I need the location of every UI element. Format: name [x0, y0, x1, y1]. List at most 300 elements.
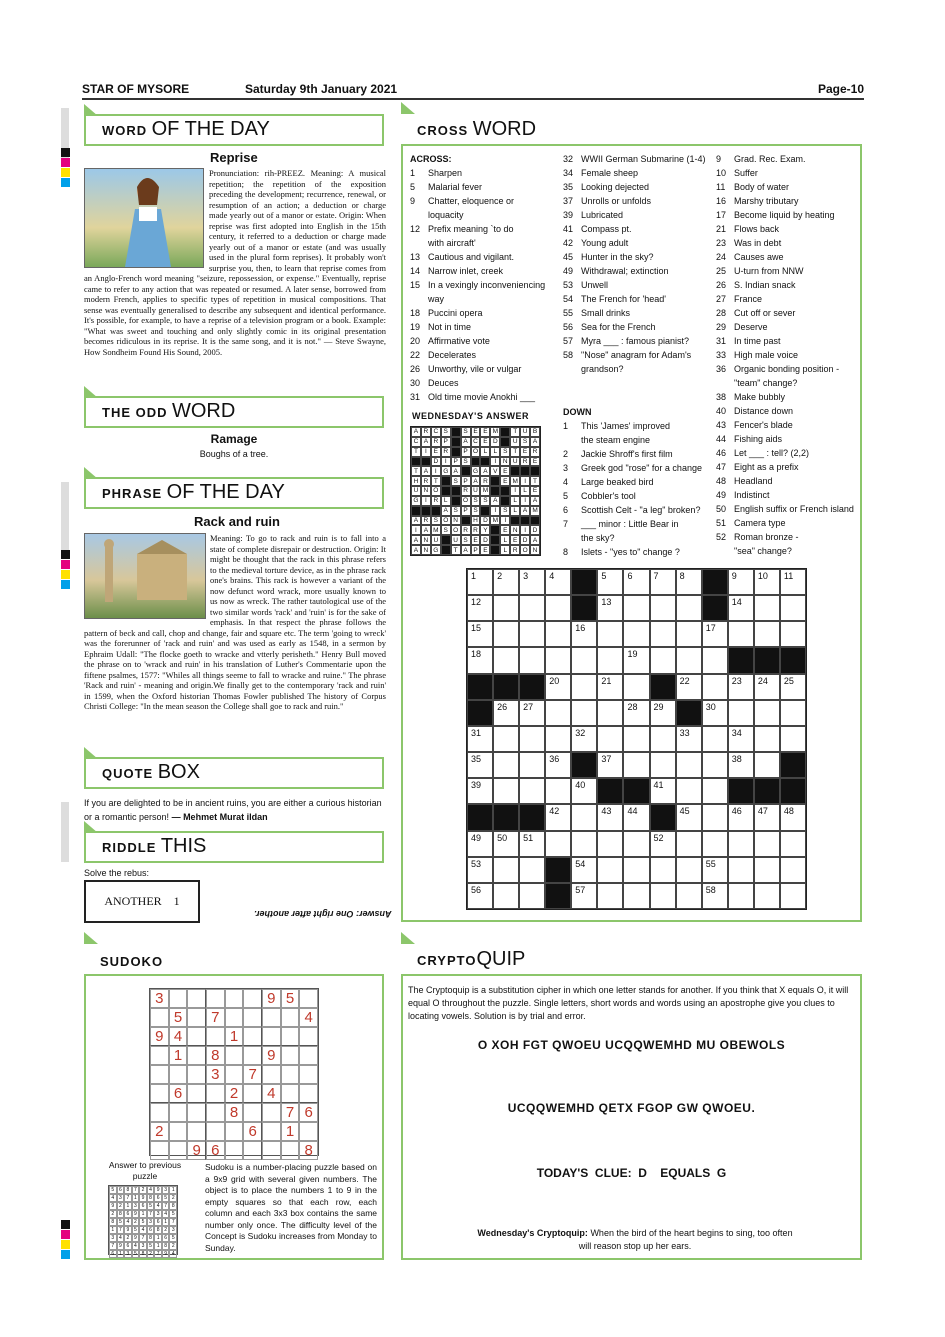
clue-number: 11: [716, 182, 726, 192]
sudoku-cell[interactable]: 6: [243, 1122, 262, 1141]
sudoku-cell[interactable]: [206, 1122, 225, 1141]
crossword-cell[interactable]: [780, 883, 806, 909]
sudoku-cell[interactable]: [262, 1141, 281, 1160]
sudoku-cell[interactable]: [150, 1046, 169, 1065]
cell-number: 37: [601, 754, 612, 765]
sudoku-cell[interactable]: [150, 1141, 169, 1160]
clue-number: 49: [716, 490, 727, 500]
clue-text: Roman bronze -: [734, 532, 799, 542]
clue-row: [716, 390, 861, 404]
clue-number: 45: [563, 252, 574, 262]
crossword-cell[interactable]: [467, 647, 493, 673]
crossword-cell[interactable]: [571, 883, 597, 909]
crossword-cell[interactable]: [676, 621, 702, 647]
crossword-cell[interactable]: [467, 595, 493, 621]
sudoku-cell[interactable]: [150, 1084, 169, 1103]
clue-text: Malarial fever: [428, 182, 483, 192]
crossword-cell[interactable]: [571, 726, 597, 752]
crossword-cell[interactable]: [467, 621, 493, 647]
sudoku-cell[interactable]: 7: [206, 1008, 225, 1027]
clue-row: [563, 152, 713, 166]
crossword-cell[interactable]: [545, 804, 571, 830]
crossword-cell[interactable]: [493, 831, 519, 857]
crossword-cell[interactable]: [676, 804, 702, 830]
crossword-cell[interactable]: [571, 857, 597, 883]
crossword-cell[interactable]: [571, 700, 597, 726]
crossword-cell[interactable]: [467, 883, 493, 909]
crossword-cell[interactable]: [623, 674, 649, 700]
crossword-cell[interactable]: [676, 569, 702, 595]
crossword-cell[interactable]: [545, 595, 571, 621]
crossword-cell[interactable]: [650, 752, 676, 778]
sudoku-cell[interactable]: [281, 1027, 300, 1046]
crossword-cell[interactable]: [623, 595, 649, 621]
crossword-cell[interactable]: [467, 752, 493, 778]
sudoku-cell[interactable]: 9: [262, 1046, 281, 1065]
crossword-cell[interactable]: [545, 647, 571, 673]
crossword-cell[interactable]: [545, 726, 571, 752]
cell-number: 44: [627, 806, 638, 817]
clue-number: 16: [716, 196, 727, 206]
crossword-cell[interactable]: [780, 857, 806, 883]
sudoku-cell[interactable]: [206, 1027, 225, 1046]
answer-cell: 3: [147, 1218, 155, 1226]
sudoku-cell[interactable]: [281, 1084, 300, 1103]
crossword-cell[interactable]: [597, 595, 623, 621]
sudoku-cell[interactable]: [206, 1084, 225, 1103]
crossword-cell[interactable]: [571, 621, 597, 647]
crossword-cell[interactable]: [702, 647, 728, 673]
answer-letter: N: [500, 457, 510, 467]
header-big: QUIP: [476, 948, 526, 970]
crossword-cell[interactable]: [597, 569, 623, 595]
sudoku-cell[interactable]: [243, 989, 262, 1008]
sudoku-cell[interactable]: [243, 1008, 262, 1027]
sudoku-cell[interactable]: [187, 1008, 206, 1027]
clue-row: [563, 503, 713, 517]
answer-cell: 6: [109, 1250, 117, 1258]
sudoku-cell[interactable]: [299, 1084, 318, 1103]
crossword-cell[interactable]: [597, 883, 623, 909]
crossword-cell[interactable]: [545, 569, 571, 595]
crossword-cell[interactable]: [754, 674, 780, 700]
crossword-cell[interactable]: [754, 569, 780, 595]
clue-row: [716, 236, 861, 250]
sudoku-cell[interactable]: [225, 1122, 244, 1141]
clue-row: [563, 292, 713, 306]
crossword-cell[interactable]: [650, 595, 676, 621]
crossword-cell[interactable]: [650, 621, 676, 647]
sudoku-cell[interactable]: [243, 1046, 262, 1065]
answer-cell: 8: [117, 1210, 125, 1218]
sudoku-cell[interactable]: 9: [150, 1027, 169, 1046]
crossword-cell[interactable]: [623, 647, 649, 673]
answer-cell: 5: [147, 1242, 155, 1250]
sudoku-cell[interactable]: 6: [169, 1084, 188, 1103]
crossword-cell[interactable]: [650, 647, 676, 673]
answer-cell: 4: [169, 1250, 177, 1258]
crossword-cell[interactable]: [728, 752, 754, 778]
crossword-cell[interactable]: [493, 621, 519, 647]
answer-letter: R: [441, 447, 451, 457]
crossword-cell[interactable]: [597, 647, 623, 673]
crossword-cell[interactable]: [493, 883, 519, 909]
sudoku-cell[interactable]: [262, 1027, 281, 1046]
crossword-cell[interactable]: [623, 700, 649, 726]
clue-text: Lubricated: [581, 210, 624, 220]
crossword-cell[interactable]: [571, 831, 597, 857]
sudoku-cell[interactable]: 5: [169, 1008, 188, 1027]
answer-letter: U: [411, 486, 421, 496]
sudoku-cell[interactable]: 8: [225, 1103, 244, 1122]
crossword-cell[interactable]: [702, 804, 728, 830]
sudoku-cell[interactable]: [243, 1103, 262, 1122]
riddle-prompt: Solve the rebus:: [84, 868, 150, 878]
sudoku-cell[interactable]: 8: [206, 1046, 225, 1065]
crossword-cell[interactable]: [467, 831, 493, 857]
crossword-cell[interactable]: [754, 752, 780, 778]
answer-block: [480, 457, 490, 467]
sudoku-cell[interactable]: [262, 1103, 281, 1122]
crossword-cell[interactable]: [780, 595, 806, 621]
crossword-cell[interactable]: [728, 726, 754, 752]
crossword-cell[interactable]: [519, 700, 545, 726]
sudoku-cell[interactable]: [225, 1141, 244, 1160]
clue-row: [410, 306, 560, 320]
crossword-cell[interactable]: [623, 569, 649, 595]
clue-text: Sharpen: [428, 168, 463, 178]
crossword-cell[interactable]: [780, 726, 806, 752]
crossword-cell[interactable]: [493, 569, 519, 595]
crossword-cell[interactable]: [780, 674, 806, 700]
crossword-cell[interactable]: [519, 752, 545, 778]
sudoku-cell[interactable]: 2: [150, 1122, 169, 1141]
crossword-cell[interactable]: [545, 778, 571, 804]
crossword-cell[interactable]: [467, 569, 493, 595]
sudoku-cell[interactable]: 8: [299, 1141, 318, 1160]
crossword-cell[interactable]: [545, 621, 571, 647]
crossword-cell[interactable]: [754, 595, 780, 621]
crossword-cell[interactable]: [597, 700, 623, 726]
clue-row: [716, 530, 861, 544]
answer-letter: V: [490, 466, 500, 476]
word-of-day-header: [84, 114, 384, 146]
sudoku-cell[interactable]: 3: [206, 1065, 225, 1084]
sudoku-cell[interactable]: [225, 1065, 244, 1084]
sudoku-cell[interactable]: [281, 1065, 300, 1084]
crossword-cell[interactable]: [493, 595, 519, 621]
crossword-cell[interactable]: [597, 804, 623, 830]
crossword-cell[interactable]: [728, 595, 754, 621]
crossword-cell[interactable]: [702, 857, 728, 883]
clue-row: [563, 250, 713, 264]
answer-letter: E: [480, 545, 490, 555]
answer-letter: L: [500, 545, 510, 555]
crossword-cell[interactable]: [519, 857, 545, 883]
crossword-cell[interactable]: [754, 883, 780, 909]
clue-number: 35: [563, 182, 574, 192]
crossword-block: [728, 778, 754, 804]
crossword-cell[interactable]: [571, 804, 597, 830]
crossword-cell[interactable]: [728, 621, 754, 647]
sudoku-cell[interactable]: [281, 1046, 300, 1065]
crossword-cell[interactable]: [650, 778, 676, 804]
answer-block: [451, 486, 461, 496]
cell-number: 22: [679, 675, 690, 686]
crossword-cell[interactable]: [519, 883, 545, 909]
crossword-cell[interactable]: [676, 595, 702, 621]
crossword-cell[interactable]: [650, 569, 676, 595]
cell-number: 35: [471, 754, 482, 765]
crossword-cell[interactable]: [728, 804, 754, 830]
clue-text: way: [428, 294, 445, 304]
crossword-cell[interactable]: [676, 647, 702, 673]
crossword-cell[interactable]: [545, 700, 571, 726]
crossword-cell[interactable]: [650, 883, 676, 909]
down-title: DOWN: [563, 407, 592, 417]
header-big: THIS: [160, 835, 207, 857]
crossword-cell[interactable]: [728, 700, 754, 726]
sudoku-cell[interactable]: 6: [206, 1141, 225, 1160]
sudoku-cell[interactable]: [206, 1103, 225, 1122]
clue-text: Marshy tributary: [734, 196, 799, 206]
sudoku-cell[interactable]: 9: [262, 989, 281, 1008]
crossword-cell[interactable]: [467, 857, 493, 883]
crossword-cell[interactable]: [754, 831, 780, 857]
clue-number: 47: [716, 462, 727, 472]
crossword-cell[interactable]: [545, 831, 571, 857]
sudoku-cell[interactable]: [281, 1008, 300, 1027]
crossword-block: [702, 595, 728, 621]
crossword-cell[interactable]: [676, 831, 702, 857]
clue-row: [410, 390, 560, 404]
crossword-cell[interactable]: [571, 778, 597, 804]
crossword-cell[interactable]: [597, 674, 623, 700]
crossword-cell[interactable]: [519, 726, 545, 752]
clue-number: [563, 362, 581, 376]
crossword-cell[interactable]: [728, 883, 754, 909]
sudoku-cell[interactable]: [169, 1122, 188, 1141]
sudoku-cell[interactable]: 4: [262, 1084, 281, 1103]
crossword-cell[interactable]: [754, 700, 780, 726]
crossword-cell[interactable]: [493, 752, 519, 778]
cell-number: 42: [549, 806, 560, 817]
crossword-cell[interactable]: [597, 726, 623, 752]
answer-letter: I: [421, 447, 431, 457]
crossword-cell[interactable]: [702, 700, 728, 726]
crossword-cell[interactable]: [702, 674, 728, 700]
crossword-cell[interactable]: [519, 647, 545, 673]
sudoku-cell[interactable]: 1: [281, 1122, 300, 1141]
sudoku-cell[interactable]: 7: [281, 1103, 300, 1122]
clue-number: 3: [563, 463, 569, 473]
clue-number: 25: [716, 266, 727, 276]
crossword-cell[interactable]: [780, 569, 806, 595]
crossword-cell[interactable]: [493, 726, 519, 752]
crossword-cell[interactable]: [728, 831, 754, 857]
crossword-cell[interactable]: [519, 621, 545, 647]
crossword-cell[interactable]: [623, 726, 649, 752]
answer-letter: I: [500, 516, 510, 526]
crossword-cell[interactable]: [676, 674, 702, 700]
crossword-cell[interactable]: [702, 726, 728, 752]
sudoku-cell[interactable]: 2: [225, 1084, 244, 1103]
crossword-cell[interactable]: [702, 778, 728, 804]
crossword-cell[interactable]: [780, 804, 806, 830]
answer-cell: 7: [139, 1234, 147, 1242]
crossword-cell[interactable]: [519, 595, 545, 621]
sudoku-cell[interactable]: [150, 1008, 169, 1027]
crossword-cell[interactable]: [728, 857, 754, 883]
crossword-cell[interactable]: [702, 831, 728, 857]
sudoku-cell[interactable]: [243, 1084, 262, 1103]
crossword-cell[interactable]: [754, 726, 780, 752]
sudoku-cell[interactable]: [169, 1141, 188, 1160]
crossword-cell[interactable]: [597, 831, 623, 857]
answer-letter: N: [510, 525, 520, 535]
crossword-cell[interactable]: [728, 569, 754, 595]
answer-block: [510, 466, 520, 476]
sudoku-cell[interactable]: [187, 1084, 206, 1103]
crossword-block: [597, 778, 623, 804]
crossword-cell[interactable]: [571, 674, 597, 700]
answer-cell: 4: [154, 1202, 162, 1210]
crossword-cell[interactable]: [676, 752, 702, 778]
crossword-cell[interactable]: [545, 752, 571, 778]
crossword-cell[interactable]: [623, 831, 649, 857]
sudoku-cell[interactable]: [262, 1065, 281, 1084]
crossword-cell[interactable]: [702, 621, 728, 647]
sudoku-cell[interactable]: [243, 1027, 262, 1046]
sudoku-cell[interactable]: 4: [169, 1027, 188, 1046]
sudoku-cell[interactable]: [262, 1122, 281, 1141]
crossword-cell[interactable]: [597, 621, 623, 647]
crossword-cell[interactable]: [650, 726, 676, 752]
crossword-cell[interactable]: [519, 778, 545, 804]
answer-block: [490, 486, 500, 496]
clue-row: [563, 419, 713, 433]
crossword-cell[interactable]: [519, 569, 545, 595]
sudoku-cell[interactable]: [225, 989, 244, 1008]
crossword-cell[interactable]: [467, 726, 493, 752]
sudoku-cell[interactable]: 7: [243, 1065, 262, 1084]
crossword-cell[interactable]: [623, 621, 649, 647]
cell-number: 6: [627, 571, 633, 581]
crossword-cell[interactable]: [545, 674, 571, 700]
crossword-cell[interactable]: [623, 804, 649, 830]
answer-letter: O: [461, 496, 471, 506]
crossword-cell[interactable]: [754, 857, 780, 883]
sudoku-cell[interactable]: [299, 1122, 318, 1141]
sudoku-cell[interactable]: [243, 1141, 262, 1160]
clue-number: 38: [716, 392, 727, 402]
crossword-cell[interactable]: [702, 752, 728, 778]
answer-cell: 4: [124, 1218, 132, 1226]
sudoku-cell[interactable]: [150, 1103, 169, 1122]
sudoku-cell[interactable]: [169, 1103, 188, 1122]
crossword-cell[interactable]: [780, 831, 806, 857]
sudoku-cell[interactable]: [187, 1122, 206, 1141]
crossword-cell[interactable]: [493, 647, 519, 673]
clue-number: 22: [410, 350, 421, 360]
crossword-cell[interactable]: [676, 883, 702, 909]
sudoku-cell[interactable]: [206, 989, 225, 1008]
crossword-cell[interactable]: [597, 752, 623, 778]
answer-block: [490, 535, 500, 545]
crossword-cell[interactable]: [623, 857, 649, 883]
sudoku-cell[interactable]: [187, 1046, 206, 1065]
crossword-cell[interactable]: [754, 804, 780, 830]
sudoku-cell[interactable]: [281, 1141, 300, 1160]
sudoku-cell[interactable]: [262, 1008, 281, 1027]
crossword-cell[interactable]: [623, 883, 649, 909]
crossword-cell[interactable]: [493, 857, 519, 883]
sudoku-cell[interactable]: 6: [299, 1103, 318, 1122]
down-clues-2: [716, 152, 861, 558]
crossword-cell[interactable]: [676, 857, 702, 883]
sudoku-cell[interactable]: 5: [281, 989, 300, 1008]
answer-cell: 9: [124, 1226, 132, 1234]
answer-cell: 2: [109, 1210, 117, 1218]
crossword-cell[interactable]: [780, 621, 806, 647]
crossword-cell[interactable]: [519, 831, 545, 857]
sudoku-cell[interactable]: [169, 989, 188, 1008]
sudoku-cell[interactable]: [150, 1065, 169, 1084]
sudoku-cell[interactable]: [225, 1046, 244, 1065]
crossword-cell[interactable]: [754, 621, 780, 647]
clue-row: [410, 292, 560, 306]
crossword-cell[interactable]: [780, 700, 806, 726]
crossword-cell[interactable]: [702, 883, 728, 909]
answer-letter: R: [421, 427, 431, 437]
answer-cell: 2: [169, 1242, 177, 1250]
crossword-cell[interactable]: [650, 700, 676, 726]
sudoku-cell[interactable]: 1: [169, 1046, 188, 1065]
crossword-cell[interactable]: [623, 752, 649, 778]
sudoku-answer-label: Answer to previous puzzle: [108, 1160, 182, 1181]
crossword-cell[interactable]: [467, 778, 493, 804]
sudoku-cell[interactable]: [169, 1065, 188, 1084]
crossword-cell[interactable]: [676, 726, 702, 752]
sudoku-cell[interactable]: [187, 1065, 206, 1084]
sudoku-cell[interactable]: [299, 989, 318, 1008]
crossword-cell[interactable]: [650, 831, 676, 857]
answer-block: [451, 447, 461, 457]
sudoku-cell[interactable]: [225, 1008, 244, 1027]
sudoku-cell[interactable]: [187, 989, 206, 1008]
sudoku-cell[interactable]: [299, 1046, 318, 1065]
sudoku-cell[interactable]: [187, 1103, 206, 1122]
crossword-cell[interactable]: [571, 647, 597, 673]
answer-letter: A: [480, 466, 490, 476]
clue-row: [716, 362, 861, 376]
sudoku-cell[interactable]: 3: [150, 989, 169, 1008]
crossword-cell[interactable]: [493, 700, 519, 726]
sudoku-cell[interactable]: [187, 1027, 206, 1046]
crossword-cell[interactable]: [597, 857, 623, 883]
crossword-cell[interactable]: [650, 857, 676, 883]
sudoku-cell[interactable]: 9: [187, 1141, 206, 1160]
sudoku-cell[interactable]: 1: [225, 1027, 244, 1046]
crossword-cell[interactable]: [493, 778, 519, 804]
answer-letter: I: [520, 496, 530, 506]
sudoku-cell[interactable]: [299, 1065, 318, 1084]
cell-number: 28: [627, 701, 638, 712]
crossword-cell[interactable]: [728, 674, 754, 700]
sudoku-cell[interactable]: [299, 1027, 318, 1046]
sudoku-cell[interactable]: 4: [299, 1008, 318, 1027]
crossword-cell[interactable]: [676, 778, 702, 804]
